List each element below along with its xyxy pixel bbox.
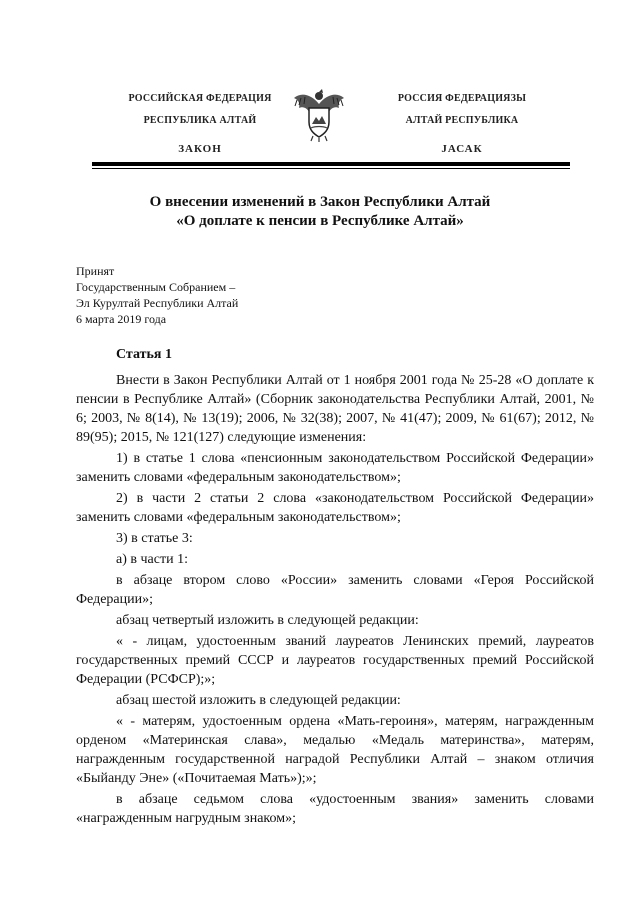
adoption-line-2: Государственным Собранием – — [76, 280, 236, 294]
article-paragraph: абзац четвертый изложить в следующей редакции: — [116, 613, 419, 628]
title-line-2: «О доплате к пенсии в Республике Алтай» — [176, 213, 464, 229]
article-paragraph: абзац шестой изложить в следующей редакции: — [116, 693, 401, 708]
adoption-block — [76, 263, 336, 327]
adoption-date: 6 марта 2019 года — [76, 312, 167, 326]
article-paragraph: Внести в Закон Республики Алтай от 1 ноября 2001 года № 25-28 «О доплате к пенсии в Республике Алтай» (Сборник законодательства Республики Алтай, 2001, № 6; 2003, № 8(14), № 13(19); 2006, № 32(38); 2007, № 41(47); 2009, № 61(67); 2012, № 89(95); 2015, № 121(127) следующие изменения: — [76, 373, 594, 445]
adoption-line-3: Эл Курултай Республики Алтай — [76, 296, 239, 310]
article-paragraph: а) в части 1: — [116, 552, 188, 567]
article-heading: Статья 1 — [116, 347, 172, 362]
article-paragraph: « - матерям, удостоенным ордена «Мать-героиня», матерям, награжденным орденом «Материнская слава», медалью «Медаль материнства», матерям, награжденным государственной наградой Республики Алтай – знаком отличия «Быйанду Эне» («Почитаемая Мать»);»; — [76, 714, 594, 786]
article-paragraph: 3) в статье 3: — [116, 531, 193, 546]
header-right-country: РОССИЯ ФЕДЕРАЦИЯЗЫ — [397, 93, 527, 104]
header-divider-thin — [92, 168, 570, 169]
header-right-republic: АЛТАЙ РЕСПУБЛИКА — [405, 115, 519, 126]
article-paragraph: в абзаце седьмом слова «удостоенным звания» заменить словами «награжденным нагрудным знаком»; — [76, 792, 594, 826]
article-paragraph: « - лицам, удостоенным званий лауреатов Ленинских премий, лауреатов государственных премий СССР и лауреатов государственных премий Российской Федерации (РСФСР);»; — [76, 634, 594, 687]
header-divider-thick — [92, 162, 570, 166]
header-right-block — [352, 88, 572, 160]
header-left-country: РОССИЙСКАЯ ФЕДЕРАЦИЯ — [128, 93, 272, 104]
coat-of-arms-icon — [291, 84, 347, 142]
header-right-doc-type: JАСАК — [441, 143, 483, 155]
document-title — [60, 193, 580, 231]
header-left-doc-type: ЗАКОН — [178, 143, 222, 155]
header-left-block — [90, 88, 310, 160]
title-line-1: О внесении изменений в Закон Республики Алтай — [149, 194, 491, 210]
article-paragraph: в абзаце втором слово «России» заменить словами «Героя Российской Федерации»; — [76, 573, 594, 607]
article-paragraph: 1) в статье 1 слова «пенсионным законодательством Российской Федерации» заменить словами «федеральным законодательством»; — [76, 451, 594, 485]
article-body — [76, 371, 594, 830]
article-paragraph: 2) в части 2 статьи 2 слова «законодательством Российской Федерации» заменить словами «федеральным законодательством»; — [76, 491, 594, 525]
header-left-republic: РЕСПУБЛИКА АЛТАЙ — [143, 115, 257, 126]
adoption-line-1: Принят — [76, 264, 115, 278]
